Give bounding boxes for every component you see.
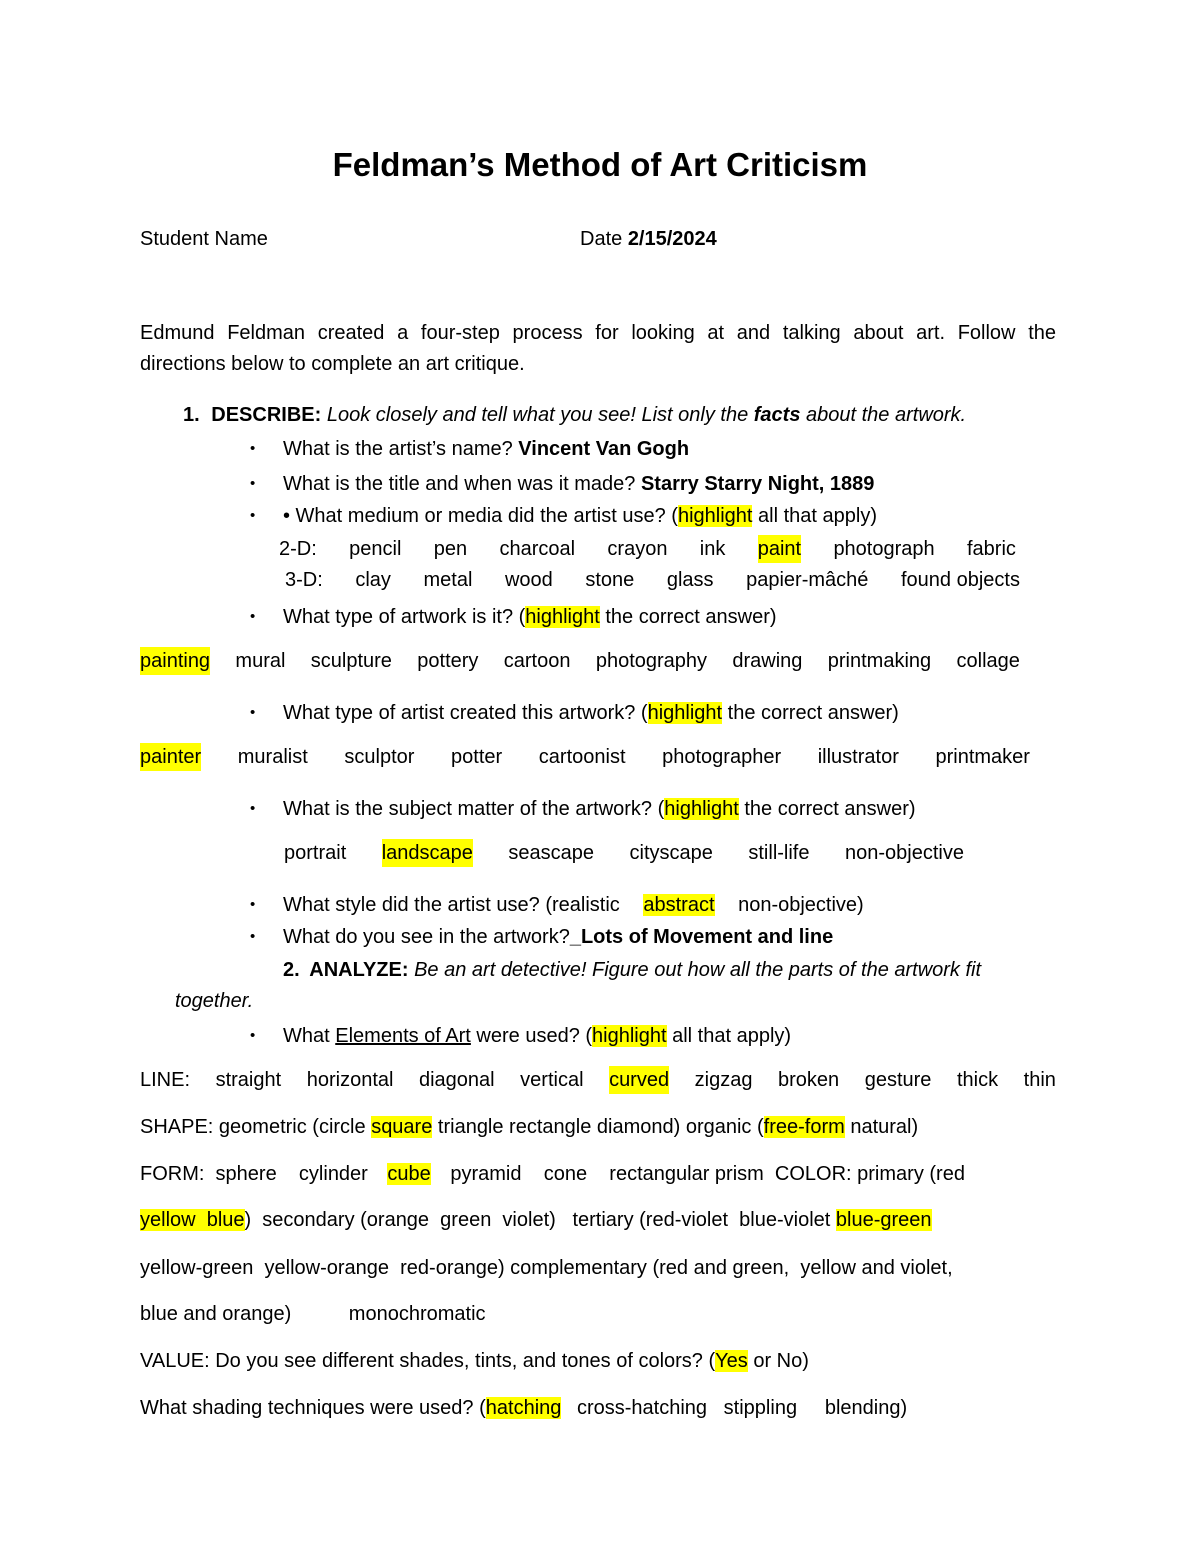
option-photograph: photograph xyxy=(833,538,935,560)
option-broken: broken xyxy=(778,1069,840,1091)
bullet-icon: • xyxy=(250,928,256,945)
describe-label: DESCRIBE: xyxy=(211,404,322,426)
form-row xyxy=(140,1160,965,1188)
option-portrait: portrait xyxy=(284,842,347,864)
intro-line-1: Edmund Feldman created a four-step process for looking at and talking about art. Follow the xyxy=(140,322,1056,344)
page-title: Feldman’s Method of Art Criticism xyxy=(332,146,868,183)
option-found-objects: found objects xyxy=(900,569,1020,591)
option-horizontal: horizontal xyxy=(306,1069,394,1091)
artist-types-row xyxy=(140,743,1030,771)
option-free-form-selected: free-form xyxy=(763,1116,845,1138)
option-blue-green-selected: blue-green xyxy=(835,1209,932,1231)
highlight-word: highlight xyxy=(525,606,600,628)
elements-of-art-term: Elements of Art xyxy=(335,1025,471,1047)
shape-text-end: natural) xyxy=(850,1116,919,1138)
color-row-2: yellow-green yellow-orange red-orange) complementary (red and green, yellow and violet, xyxy=(140,1257,953,1279)
bullet-icon: • xyxy=(250,896,256,913)
option-cityscape: cityscape xyxy=(629,842,713,864)
question-subject xyxy=(283,795,916,823)
color-row-1 xyxy=(140,1206,932,1234)
option-square-selected: square xyxy=(371,1116,433,1138)
intro-line-2: directions below to complete an art critique. xyxy=(140,353,525,375)
analyze-instructions-cont: together. xyxy=(175,990,254,1012)
question-style xyxy=(283,891,864,919)
option-metal: metal xyxy=(423,569,473,591)
answer-title: Starry Starry Night, 1889 xyxy=(640,473,875,495)
question-medium-end: all that apply) xyxy=(752,505,877,527)
form-text: FORM: sphere cylinder xyxy=(140,1163,368,1185)
question-artist-type-text: What type of artist created this artwork? ( xyxy=(283,702,648,724)
option-thin: thin xyxy=(1023,1069,1056,1091)
question-artist-type-end: the correct answer) xyxy=(722,702,899,724)
color-row-3 xyxy=(140,1300,486,1328)
describe-number: 1. xyxy=(183,404,200,426)
option-painting-selected: painting xyxy=(140,647,210,675)
option-stone: stone xyxy=(585,569,635,591)
shape-text-mid: triangle rectangle diamond) organic ( xyxy=(437,1116,764,1138)
option-yellow-blue-selected: yellow blue xyxy=(140,1209,245,1231)
question-subject-end: the correct answer) xyxy=(738,798,916,820)
media-2d-label: 2-D: xyxy=(279,538,317,560)
line-options-row xyxy=(140,1066,1056,1094)
bullet-icon: • xyxy=(250,608,256,625)
media-3d-row xyxy=(285,566,1020,594)
option-pencil: pencil xyxy=(349,538,402,560)
option-drawing: drawing xyxy=(732,650,803,672)
option-illustrator: illustrator xyxy=(817,746,899,768)
option-printmaking: printmaking xyxy=(827,650,932,672)
question-see-text: What do you see in the artwork? xyxy=(283,926,570,948)
subjects-row xyxy=(284,839,964,867)
shape-row xyxy=(140,1113,918,1141)
option-sculptor: sculptor xyxy=(344,746,415,768)
bullet-icon: • xyxy=(250,1027,256,1044)
option-gesture: gesture xyxy=(864,1069,932,1091)
media-3d-label: 3-D: xyxy=(285,569,323,591)
date-field xyxy=(580,225,717,253)
option-charcoal: charcoal xyxy=(499,538,576,560)
analyze-heading xyxy=(283,956,981,984)
bullet-icon: • xyxy=(250,800,256,817)
option-yes-selected: Yes xyxy=(715,1350,748,1372)
question-type xyxy=(283,603,777,631)
option-cartoon: cartoon xyxy=(503,650,571,672)
describe-instructions: Look closely and tell what you see! List only the xyxy=(326,404,754,426)
question-see xyxy=(283,923,833,951)
value-row xyxy=(140,1347,809,1375)
question-artist xyxy=(283,435,689,463)
shape-text: SHAPE: geometric (circle xyxy=(140,1116,366,1138)
option-wood: wood xyxy=(504,569,553,591)
option-glass: glass xyxy=(666,569,714,591)
bullet-icon: • xyxy=(250,475,256,492)
shading-text: What shading techniques were used? ( xyxy=(140,1397,486,1419)
line-label: LINE: xyxy=(140,1069,191,1091)
question-title-text: What is the title and when was it made? xyxy=(283,473,636,495)
option-seascape: seascape xyxy=(508,842,595,864)
option-printmaker: printmaker xyxy=(935,746,1030,768)
option-thick: thick xyxy=(956,1069,999,1091)
bullet-icon: • xyxy=(250,507,256,524)
option-papier-mache: papier-mâché xyxy=(746,569,869,591)
option-collage: collage xyxy=(956,650,1020,672)
value-text: VALUE: Do you see different shades, tints, and tones of colors? ( xyxy=(140,1350,716,1372)
option-potter: potter xyxy=(451,746,503,768)
option-painter-selected: painter xyxy=(140,743,201,771)
option-cartoonist: cartoonist xyxy=(538,746,626,768)
question-subject-text: What is the subject matter of the artwork? ( xyxy=(283,798,665,820)
question-title xyxy=(283,470,874,498)
shading-row xyxy=(140,1394,907,1422)
question-elements-text: What xyxy=(283,1025,336,1047)
highlight-word: highlight xyxy=(664,798,739,820)
question-artist-text: What is the artist’s name? xyxy=(283,438,513,460)
color-complementary-end: blue and orange) xyxy=(140,1303,292,1325)
value-text-end: or No) xyxy=(747,1350,809,1372)
answer-artist: Vincent Van Gogh xyxy=(518,438,690,460)
bullet-icon: • xyxy=(250,440,256,457)
option-cube-selected: cube xyxy=(387,1163,431,1185)
highlight-word: highlight xyxy=(677,505,753,527)
media-2d-row xyxy=(279,535,1016,563)
option-muralist: muralist xyxy=(237,746,308,768)
describe-facts: facts xyxy=(753,404,801,426)
option-paint-selected: paint xyxy=(758,535,801,563)
analyze-number: 2. xyxy=(283,959,300,981)
option-fabric: fabric xyxy=(966,538,1016,560)
option-sculpture: sculpture xyxy=(310,650,392,672)
question-type-text: What type of artwork is it? ( xyxy=(283,606,526,628)
option-pen: pen xyxy=(433,538,468,560)
option-photography: photography xyxy=(595,650,708,672)
question-elements-mid: were used? ( xyxy=(470,1025,593,1047)
question-artist-type xyxy=(283,699,899,727)
option-straight: straight xyxy=(215,1069,282,1091)
answer-see: _Lots of Movement and line xyxy=(569,926,834,948)
student-name-label: Student Name xyxy=(140,228,268,250)
question-medium xyxy=(283,502,877,530)
option-still-life: still-life xyxy=(748,842,810,864)
option-hatching-selected: hatching xyxy=(485,1397,562,1419)
question-medium-text: • What medium or media did the artist use? ( xyxy=(283,505,678,527)
option-landscape-selected: landscape xyxy=(382,839,473,867)
option-curved-selected: curved xyxy=(609,1066,669,1094)
option-photographer: photographer xyxy=(662,746,782,768)
highlight-word: highlight xyxy=(647,702,723,724)
color-text: ) secondary (orange green violet) tertiary (red-violet blue-violet xyxy=(244,1209,831,1231)
option-clay: clay xyxy=(355,569,391,591)
option-monochromatic: monochromatic xyxy=(348,1303,486,1325)
question-type-end: the correct answer) xyxy=(599,606,777,628)
form-color-text: pyramid cone rectangular prism COLOR: primary (red xyxy=(450,1163,965,1185)
describe-heading xyxy=(183,401,966,429)
option-abstract-selected: abstract xyxy=(643,894,715,916)
artwork-types-row xyxy=(140,647,1020,675)
analyze-instructions: Be an art detective! Figure out how all the parts of the artwork fit xyxy=(414,959,982,981)
bullet-icon: • xyxy=(250,704,256,721)
option-ink: ink xyxy=(699,538,726,560)
question-elements xyxy=(283,1022,791,1050)
date-label: Date xyxy=(580,228,623,250)
question-style-end: non-objective) xyxy=(738,894,864,916)
option-zigzag: zigzag xyxy=(694,1069,753,1091)
option-diagonal: diagonal xyxy=(418,1069,495,1091)
option-vertical: vertical xyxy=(520,1069,584,1091)
option-pottery: pottery xyxy=(417,650,479,672)
option-crayon: crayon xyxy=(607,538,668,560)
question-elements-end: all that apply) xyxy=(666,1025,792,1047)
option-mural: mural xyxy=(235,650,286,672)
question-style-text: What style did the artist use? (realistic xyxy=(283,894,620,916)
date-value: 2/15/2024 xyxy=(627,228,717,250)
option-non-objective: non-objective xyxy=(844,842,964,864)
highlight-word: highlight xyxy=(592,1025,667,1047)
analyze-label: ANALYZE: xyxy=(309,959,409,981)
shading-text-end: cross-hatching stippling blending) xyxy=(576,1397,908,1419)
describe-instructions-end: about the artwork. xyxy=(800,404,967,426)
